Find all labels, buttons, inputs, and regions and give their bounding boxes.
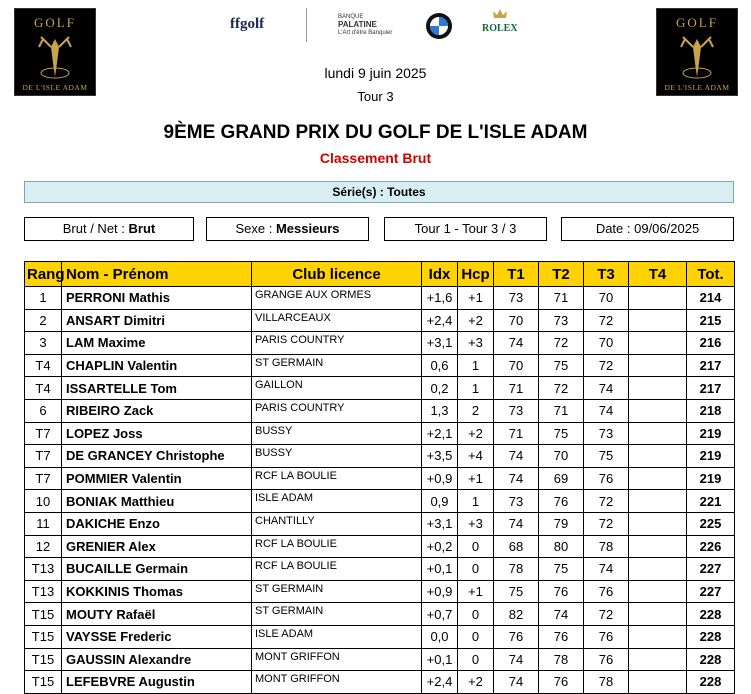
cell-t2: 73 [539, 309, 584, 332]
col-club: Club licence [252, 262, 422, 287]
cell-rang: T4 [25, 354, 62, 377]
cell-t3: 72 [584, 309, 629, 332]
cell-idx: +0,9 [422, 580, 458, 603]
cell-name: ISSARTELLE Tom [62, 377, 252, 400]
banque-palatine-logo [338, 14, 392, 37]
cell-t1: 73 [494, 490, 539, 513]
results-table [24, 261, 735, 694]
cell-club: PARIS COUNTRY [252, 399, 422, 422]
cell-hcp: 0 [458, 603, 494, 626]
cell-t4 [629, 603, 687, 626]
cell-t1: 78 [494, 558, 539, 581]
cell-t2: 76 [539, 625, 584, 648]
cell-total: 227 [687, 580, 735, 603]
cell-hcp: 0 [458, 648, 494, 671]
series-bar: Série(s) : Toutes [24, 181, 734, 203]
cell-idx: 1,3 [422, 399, 458, 422]
cell-rang: T13 [25, 558, 62, 581]
banque-line1: BANQUE [338, 14, 364, 20]
cell-t3: 74 [584, 558, 629, 581]
cell-t4 [629, 422, 687, 445]
cell-t4 [629, 512, 687, 535]
page-title: 9ÈME GRAND PRIX DU GOLF DE L'ISLE ADAM [163, 122, 588, 143]
cell-name: PERRONI Mathis [62, 287, 252, 310]
rolex-text: ROLEX [482, 23, 518, 34]
cell-t2: 76 [539, 580, 584, 603]
rolex-logo [482, 8, 518, 34]
cell-club: RCF LA BOULIE [252, 467, 422, 490]
cell-t1: 74 [494, 512, 539, 535]
cell-t2: 69 [539, 467, 584, 490]
table-row [25, 558, 735, 581]
cell-club: ST GERMAIN [252, 603, 422, 626]
cell-t2: 79 [539, 512, 584, 535]
cell-name: GAUSSIN Alexandre [62, 648, 252, 671]
cell-t3: 76 [584, 648, 629, 671]
cell-rang: T4 [25, 377, 62, 400]
cell-idx: +0,1 [422, 558, 458, 581]
col-t1: T1 [494, 262, 539, 287]
cell-name: KOKKINIS Thomas [62, 580, 252, 603]
cell-rang: 3 [25, 332, 62, 355]
cell-t2: 75 [539, 558, 584, 581]
cell-rang: T15 [25, 648, 62, 671]
cell-name: LEFEBVRE Augustin [62, 671, 252, 694]
col-t4: T4 [629, 262, 687, 287]
cell-t3: 70 [584, 332, 629, 355]
cell-total: 228 [687, 648, 735, 671]
cell-total: 228 [687, 603, 735, 626]
cell-idx: +0,1 [422, 648, 458, 671]
page-subtitle: Classement Brut [319, 150, 432, 166]
cell-hcp: 1 [458, 490, 494, 513]
cell-rang: 2 [25, 309, 62, 332]
cell-t1: 73 [494, 399, 539, 422]
cell-total: 215 [687, 309, 735, 332]
col-t3: T3 [584, 262, 629, 287]
ffgolf-logo: ffgolf [230, 16, 265, 32]
cell-idx: +2,4 [422, 671, 458, 694]
event-round: Tour 3 [357, 89, 394, 104]
cell-club: GAILLON [252, 377, 422, 400]
sexe-label: Sexe : [235, 221, 273, 236]
cell-rang: T7 [25, 445, 62, 468]
banque-line2: PALATINE [338, 20, 377, 29]
cell-t4 [629, 377, 687, 400]
cell-hcp: 0 [458, 625, 494, 648]
cell-club: CHANTILLY [252, 512, 422, 535]
table-row [25, 445, 735, 468]
cell-club: MONT GRIFFON [252, 648, 422, 671]
col-hcp: Hcp [458, 262, 494, 287]
cell-t4 [629, 287, 687, 310]
tour-filter: Tour 1 - Tour 3 / 3 [384, 217, 547, 241]
cell-t1: 71 [494, 422, 539, 445]
cell-total: 217 [687, 377, 735, 400]
cell-hcp: +4 [458, 445, 494, 468]
cell-club: BUSSY [252, 422, 422, 445]
cell-t1: 75 [494, 580, 539, 603]
cell-total: 226 [687, 535, 735, 558]
cell-t1: 73 [494, 287, 539, 310]
cell-idx: +1,6 [422, 287, 458, 310]
cell-total: 227 [687, 558, 735, 581]
cell-rang: T15 [25, 603, 62, 626]
cell-idx: +3,5 [422, 445, 458, 468]
cell-club: RCF LA BOULIE [252, 558, 422, 581]
cell-t3: 74 [584, 377, 629, 400]
cell-name: RIBEIRO Zack [62, 399, 252, 422]
cell-hcp: 0 [458, 535, 494, 558]
cell-t4 [629, 535, 687, 558]
table-header-row [25, 262, 735, 287]
cell-t3: 72 [584, 512, 629, 535]
cell-club: ISLE ADAM [252, 490, 422, 513]
cell-t3: 76 [584, 580, 629, 603]
table-row [25, 648, 735, 671]
table-row [25, 512, 735, 535]
cell-name: CHAPLIN Valentin [62, 354, 252, 377]
cell-t1: 74 [494, 671, 539, 694]
cell-t3: 73 [584, 422, 629, 445]
cell-name: POMMIER Valentin [62, 467, 252, 490]
brut-net-value: Brut [128, 221, 156, 236]
cell-t4 [629, 445, 687, 468]
logo-word: GOLF [676, 15, 718, 30]
cell-t3: 76 [584, 625, 629, 648]
sexe-filter [206, 217, 369, 241]
logo-subtitle: DE L'ISLE ADAM [22, 83, 88, 92]
cell-club: PARIS COUNTRY [252, 332, 422, 355]
cell-idx: 0,0 [422, 625, 458, 648]
cell-total: 219 [687, 422, 735, 445]
cell-rang: T7 [25, 422, 62, 445]
golf-isle-adam-logo-right [656, 8, 738, 96]
cell-total: 228 [687, 671, 735, 694]
cell-name: GRENIER Alex [62, 535, 252, 558]
cell-t3: 72 [584, 490, 629, 513]
cell-idx: 0,9 [422, 490, 458, 513]
cell-club: RCF LA BOULIE [252, 535, 422, 558]
cell-club: VILLARCEAUX [252, 309, 422, 332]
cell-rang: 12 [25, 535, 62, 558]
cell-t3: 78 [584, 535, 629, 558]
cell-t1: 74 [494, 648, 539, 671]
cell-t1: 71 [494, 377, 539, 400]
logo-subtitle: DE L'ISLE ADAM [664, 83, 730, 92]
cell-t1: 74 [494, 467, 539, 490]
bmw-logo-icon [425, 12, 453, 40]
cell-name: LOPEZ Joss [62, 422, 252, 445]
cell-rang: 6 [25, 399, 62, 422]
cell-hcp: 1 [458, 377, 494, 400]
cell-total: 221 [687, 490, 735, 513]
cell-t4 [629, 399, 687, 422]
cell-hcp: 1 [458, 354, 494, 377]
table-row [25, 535, 735, 558]
table-row [25, 422, 735, 445]
cell-t2: 70 [539, 445, 584, 468]
cell-t3: 78 [584, 671, 629, 694]
cell-t2: 75 [539, 422, 584, 445]
cell-hcp: +3 [458, 512, 494, 535]
cell-idx: 0,6 [422, 354, 458, 377]
cell-t4 [629, 625, 687, 648]
cell-t2: 72 [539, 332, 584, 355]
cell-idx: 0,2 [422, 377, 458, 400]
brut-net-label: Brut / Net : [62, 221, 125, 236]
cell-hcp: +1 [458, 467, 494, 490]
cell-t3: 70 [584, 287, 629, 310]
cell-t3: 74 [584, 399, 629, 422]
cell-t2: 76 [539, 671, 584, 694]
cell-total: 225 [687, 512, 735, 535]
col-t2: T2 [539, 262, 584, 287]
cell-club: ST GERMAIN [252, 354, 422, 377]
cell-total: 218 [687, 399, 735, 422]
sponsor-logos [220, 8, 540, 46]
cell-t4 [629, 580, 687, 603]
cell-total: 219 [687, 467, 735, 490]
cell-t3: 72 [584, 354, 629, 377]
cell-t2: 75 [539, 354, 584, 377]
cell-total: 217 [687, 354, 735, 377]
cell-hcp: +2 [458, 671, 494, 694]
table-row [25, 354, 735, 377]
table-row [25, 377, 735, 400]
cell-t2: 72 [539, 377, 584, 400]
cell-name: VAYSSE Frederic [62, 625, 252, 648]
cell-t4 [629, 309, 687, 332]
cell-club: BUSSY [252, 445, 422, 468]
cell-t2: 76 [539, 490, 584, 513]
cell-hcp: 0 [458, 558, 494, 581]
table-row [25, 309, 735, 332]
cell-hcp: 2 [458, 399, 494, 422]
col-idx: Idx [422, 262, 458, 287]
table-row [25, 490, 735, 513]
cell-t4 [629, 467, 687, 490]
cell-idx: +3,1 [422, 332, 458, 355]
cell-t3: 72 [584, 603, 629, 626]
brut-net-filter [24, 217, 194, 241]
golf-isle-adam-logo-left [14, 8, 96, 96]
logo-word: GOLF [34, 15, 76, 30]
cell-total: 228 [687, 625, 735, 648]
cell-t4 [629, 558, 687, 581]
cell-hcp: +2 [458, 422, 494, 445]
table-row [25, 287, 735, 310]
cell-club: ISLE ADAM [252, 625, 422, 648]
table-row [25, 399, 735, 422]
cell-name: BUCAILLE Germain [62, 558, 252, 581]
cell-t1: 74 [494, 445, 539, 468]
cell-name: DE GRANCEY Christophe [62, 445, 252, 468]
cell-t2: 71 [539, 287, 584, 310]
col-rang: Rang [25, 262, 62, 287]
cell-hcp: +3 [458, 332, 494, 355]
cell-total: 214 [687, 287, 735, 310]
date-filter: Date : 09/06/2025 [561, 217, 734, 241]
cell-t4 [629, 490, 687, 513]
cell-name: ANSART Dimitri [62, 309, 252, 332]
cell-rang: T15 [25, 671, 62, 694]
cell-name: DAKICHE Enzo [62, 512, 252, 535]
table-row [25, 580, 735, 603]
cell-idx: +2,1 [422, 422, 458, 445]
table-row [25, 625, 735, 648]
cell-rang: T13 [25, 580, 62, 603]
cell-hcp: +1 [458, 287, 494, 310]
sponsor-divider [306, 8, 307, 42]
cell-t1: 76 [494, 625, 539, 648]
cell-t2: 78 [539, 648, 584, 671]
sexe-value: Messieurs [275, 221, 340, 236]
cell-rang: 1 [25, 287, 62, 310]
cell-rang: T7 [25, 467, 62, 490]
crown-icon [492, 8, 508, 20]
cell-idx: +0,2 [422, 535, 458, 558]
cell-t4 [629, 354, 687, 377]
cell-idx: +3,1 [422, 512, 458, 535]
cell-t4 [629, 671, 687, 694]
cell-rang: 10 [25, 490, 62, 513]
table-row [25, 467, 735, 490]
cell-name: BONIAK Matthieu [62, 490, 252, 513]
cell-t3: 76 [584, 467, 629, 490]
cell-t2: 80 [539, 535, 584, 558]
cell-club: GRANGE AUX ORMES [252, 287, 422, 310]
cell-t4 [629, 648, 687, 671]
cell-rang: 11 [25, 512, 62, 535]
cell-t1: 74 [494, 332, 539, 355]
cell-name: MOUTY Rafaël [62, 603, 252, 626]
cell-total: 216 [687, 332, 735, 355]
cell-t2: 71 [539, 399, 584, 422]
cell-club: ST GERMAIN [252, 580, 422, 603]
cell-idx: +0,9 [422, 467, 458, 490]
table-row [25, 603, 735, 626]
cell-idx: +0,7 [422, 603, 458, 626]
cell-t1: 70 [494, 354, 539, 377]
table-row [25, 332, 735, 355]
cell-total: 219 [687, 445, 735, 468]
col-tot: Tot. [687, 262, 735, 287]
event-date: lundi 9 juin 2025 [324, 65, 427, 81]
cell-rang: T15 [25, 625, 62, 648]
cell-t2: 74 [539, 603, 584, 626]
cell-t1: 68 [494, 535, 539, 558]
cell-t1: 82 [494, 603, 539, 626]
banque-tagline: L'Art d'être Banquier [338, 30, 393, 36]
cell-club: MONT GRIFFON [252, 671, 422, 694]
cell-t3: 75 [584, 445, 629, 468]
cell-t1: 70 [494, 309, 539, 332]
cell-hcp: +1 [458, 580, 494, 603]
cell-name: LAM Maxime [62, 332, 252, 355]
cell-t4 [629, 332, 687, 355]
col-nom: Nom - Prénom [62, 262, 252, 287]
cell-idx: +2,4 [422, 309, 458, 332]
cell-hcp: +2 [458, 309, 494, 332]
table-row [25, 671, 735, 694]
